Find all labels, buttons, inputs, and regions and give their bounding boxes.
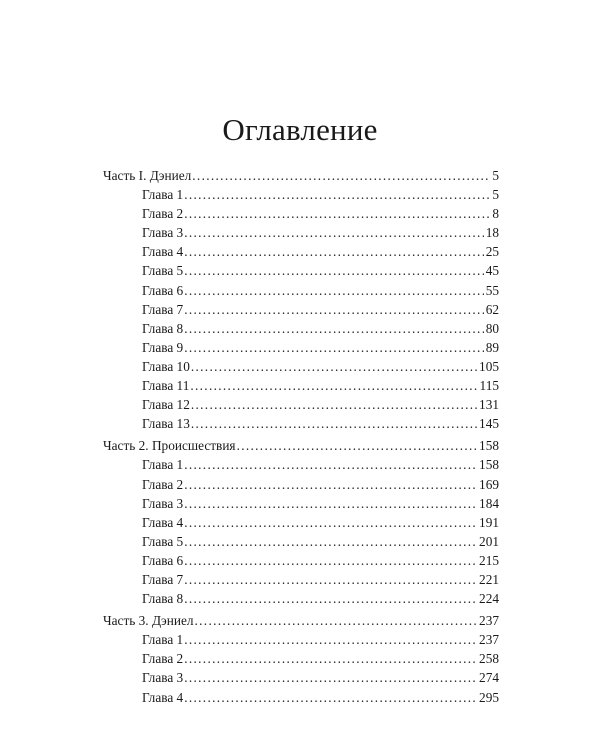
toc-page-number: 145 — [479, 416, 499, 432]
toc-chapter-label: Глава 7 — [142, 301, 184, 317]
page-title: Оглавление — [222, 112, 378, 147]
dot-leader — [190, 376, 477, 395]
dot-leader — [184, 475, 477, 494]
toc-page-number: 237 — [479, 613, 499, 629]
toc-chapter[interactable] — [103, 223, 499, 242]
toc-chapter[interactable] — [103, 630, 499, 649]
toc-chapter[interactable] — [103, 414, 499, 433]
toc-chapter[interactable] — [103, 455, 499, 474]
toc-part-label: Часть I. Дэниел — [103, 168, 192, 183]
dot-leader — [184, 204, 490, 223]
toc-part-label: Часть 3. Дэниел — [103, 613, 194, 629]
toc-chapter[interactable] — [103, 185, 499, 204]
toc-chapter[interactable] — [103, 589, 499, 608]
toc-page-number: 237 — [479, 632, 499, 648]
toc-chapter[interactable] — [103, 300, 499, 319]
dot-leader — [195, 611, 478, 630]
dot-leader — [184, 688, 477, 707]
toc-page-number: 115 — [479, 378, 499, 394]
dot-leader — [184, 185, 490, 204]
dot-leader — [184, 630, 477, 649]
dot-leader — [184, 649, 477, 668]
toc-page-number: 62 — [485, 301, 499, 317]
toc-chapter-label: Глава 6 — [142, 282, 184, 298]
toc-chapter-label: Глава 3 — [142, 670, 184, 686]
toc-page-number: 131 — [479, 397, 499, 413]
toc-page-number: 25 — [485, 244, 499, 260]
dot-leader — [184, 455, 477, 474]
toc-page-number: 158 — [479, 457, 499, 473]
toc-chapter-label: Глава 1 — [142, 457, 184, 473]
toc-chapter[interactable] — [103, 688, 499, 707]
toc-part-3[interactable] — [103, 611, 499, 630]
toc-chapter-label: Глава 8 — [142, 320, 184, 336]
toc-chapter-label: Глава 1 — [142, 187, 184, 203]
toc-page-number: 221 — [479, 571, 499, 587]
toc-chapter[interactable] — [103, 395, 499, 414]
dot-leader — [184, 494, 477, 513]
dot-leader — [184, 319, 484, 338]
toc-page-number: 89 — [485, 339, 499, 355]
toc-chapter-label: Глава 9 — [142, 339, 184, 355]
toc-chapter[interactable] — [103, 319, 499, 338]
dot-leader — [184, 261, 484, 280]
toc-page-number: 258 — [479, 651, 499, 667]
dot-leader — [184, 223, 484, 242]
toc-page-number: 224 — [479, 591, 499, 607]
toc-chapter[interactable] — [103, 532, 499, 551]
dot-leader — [191, 414, 477, 433]
dot-leader — [184, 532, 477, 551]
toc-page-number: 295 — [479, 689, 499, 705]
toc-chapter[interactable] — [103, 513, 499, 532]
toc-chapter[interactable] — [103, 338, 499, 357]
toc-part-1[interactable] — [103, 166, 499, 185]
toc-part-2[interactable] — [103, 436, 499, 455]
dot-leader — [184, 513, 477, 532]
toc-page-number: 169 — [479, 476, 499, 492]
toc-page-number: 5 — [492, 168, 499, 183]
toc-chapter-label: Глава 5 — [142, 533, 184, 549]
dot-leader — [184, 300, 484, 319]
toc-chapter[interactable] — [103, 281, 499, 300]
toc-chapter[interactable] — [103, 494, 499, 513]
toc-page-number: 184 — [479, 495, 499, 511]
toc-chapter-label: Глава 13 — [142, 416, 190, 432]
toc-chapter-label: Глава 7 — [142, 571, 184, 587]
toc-chapter-label: Глава 1 — [142, 632, 184, 648]
dot-leader — [184, 281, 484, 300]
toc-page-number: 105 — [479, 358, 499, 374]
toc-chapter[interactable] — [103, 668, 499, 687]
toc-page-number: 18 — [485, 225, 499, 241]
dot-leader — [191, 357, 477, 376]
toc-chapter[interactable] — [103, 204, 499, 223]
toc-page-number: 55 — [485, 282, 499, 298]
dot-leader — [184, 668, 477, 687]
toc-chapter[interactable] — [103, 261, 499, 280]
dot-leader — [184, 338, 484, 357]
toc-chapter-label: Глава 4 — [142, 244, 184, 260]
toc-page-number: 191 — [479, 514, 499, 530]
toc-chapter-label: Глава 3 — [142, 495, 184, 511]
dot-leader — [237, 436, 477, 455]
dot-leader — [192, 166, 490, 185]
toc-chapter-label: Глава 3 — [142, 225, 184, 241]
toc-chapter-label: Глава 11 — [142, 378, 190, 394]
toc-page-number: 274 — [479, 670, 499, 686]
dot-leader — [191, 395, 477, 414]
toc-chapter-label: Глава 2 — [142, 476, 184, 492]
toc-chapter[interactable] — [103, 357, 499, 376]
dot-leader — [184, 551, 477, 570]
toc-chapter-label: Глава 6 — [142, 552, 184, 568]
toc-chapter[interactable] — [103, 376, 499, 395]
toc-chapter-label: Глава 2 — [142, 651, 184, 667]
toc-chapter[interactable] — [103, 649, 499, 668]
dot-leader — [184, 589, 477, 608]
toc-page-number: 45 — [485, 263, 499, 279]
toc-page-number: 158 — [479, 438, 499, 454]
dot-leader — [184, 242, 484, 261]
toc-chapter[interactable] — [103, 570, 499, 589]
toc-chapter-label: Глава 4 — [142, 689, 184, 705]
toc-chapter-label: Глава 10 — [142, 358, 190, 374]
toc-chapter-label: Глава 5 — [142, 263, 184, 279]
toc-page-number: 80 — [485, 320, 499, 336]
toc-chapter[interactable] — [103, 551, 499, 570]
dot-leader — [184, 570, 477, 589]
toc-chapter-label: Глава 4 — [142, 514, 184, 530]
toc-part-label: Часть 2. Происшествия — [103, 438, 236, 454]
toc-chapter[interactable] — [103, 242, 499, 261]
table-of-contents — [103, 166, 499, 707]
toc-chapter-label: Глава 8 — [142, 591, 184, 607]
toc-page-number: 201 — [479, 533, 499, 549]
toc-chapter[interactable] — [103, 475, 499, 494]
toc-page-number: 5 — [492, 187, 499, 203]
toc-page-number: 8 — [492, 206, 499, 222]
toc-chapter-label: Глава 12 — [142, 397, 190, 413]
toc-page-number: 215 — [479, 552, 499, 568]
toc-chapter-label: Глава 2 — [142, 206, 184, 222]
